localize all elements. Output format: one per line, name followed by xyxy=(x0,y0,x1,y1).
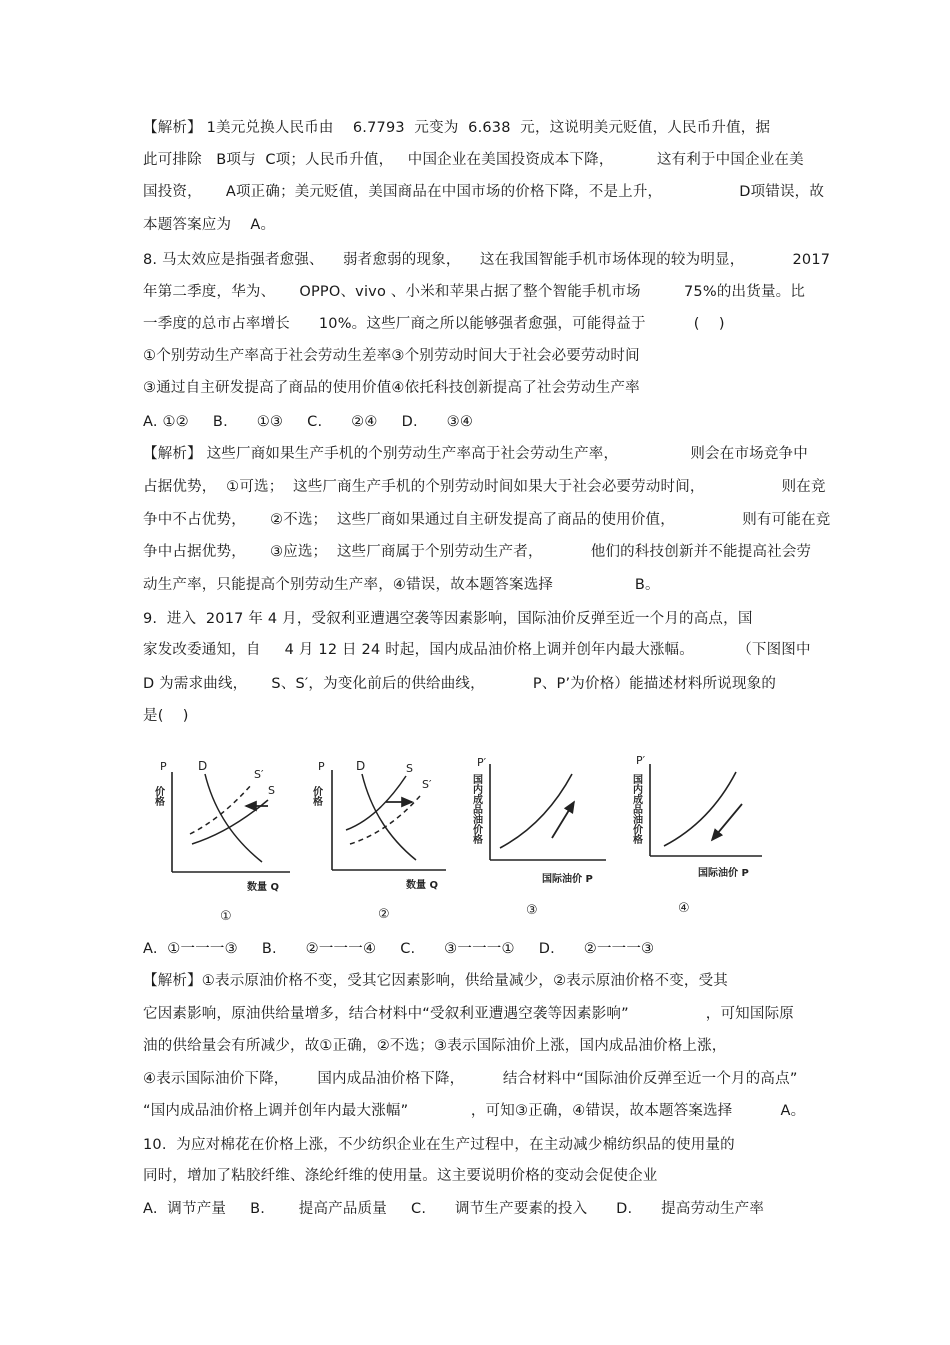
curve-s-prime-label: S′ xyxy=(422,778,432,791)
curve-s-label: S xyxy=(268,784,275,797)
question-9-options: A. ①一一一③ B. ②一一一④ C. ③一一一① D. ②一一一③ xyxy=(143,941,655,957)
question-10-options: A. 调节产量 B. 提高产品质量 C. 调节生产要素的投入 D. 提高劳动生产率 xyxy=(143,1201,765,1217)
curve-d-label: D xyxy=(198,759,208,773)
p-axis-label: P xyxy=(160,760,167,773)
x-axis-label: 国际油价 P xyxy=(698,868,749,879)
p-axis-label: P′ xyxy=(477,756,487,769)
text-line: “国内成品油价格上调并创年内最大涨幅” ，可知③正确，④错误，故本题答案选择 A。 xyxy=(143,1103,806,1119)
graph-3 xyxy=(471,756,607,918)
curve-s-prime-label: S′ xyxy=(254,768,264,781)
x-axis-label: 数量 Q xyxy=(406,880,438,891)
p-axis-label: P xyxy=(318,760,325,773)
graph-1 xyxy=(153,759,291,924)
question-8-stem: 8. 马太效应是指强者愈强、 弱者愈弱的现象， 这在我国智能手机市场体现的较为明显， 2017 xyxy=(143,252,831,268)
supply-curve-s xyxy=(346,776,406,830)
graph-4 xyxy=(631,754,763,916)
text-line: 同时，增加了粘胶纤维、涤纶纤维的使用量。这主要说明价格的变动会促使企业 xyxy=(143,1168,658,1184)
y-axis-label: 国内成品油价格 xyxy=(470,774,482,844)
question-9-stem: 9. 进入 2017 年 4 月，受叙利亚遭遇空袭等因素影响，国际油价反弹至近一个月的高点，国 xyxy=(143,611,753,627)
price-curve xyxy=(500,774,572,848)
text-line: ④表示国际油价下降， 国内成品油价格下降， 结合材料中“国际油价反弹至近一个月的高点” xyxy=(143,1071,798,1087)
curve-s-label: S xyxy=(406,762,413,775)
supply-curve-s-prime xyxy=(190,784,252,834)
text-line: ③通过自主研发提高了商品的使用价值④依托科技创新提高了社会劳动生产率 xyxy=(143,380,640,396)
text-line: 此可排除 B项与 C项；人民币升值， 中国企业在美国投资成本下降， 这有利于中国企业在美 xyxy=(143,152,804,168)
x-axis-label: 数量 Q xyxy=(247,882,279,893)
graph-2 xyxy=(311,759,447,922)
text-line: ①个别劳动生产率高于社会劳动生差率③个别劳动时间大于社会必要劳动时间 xyxy=(143,348,640,364)
graph-number: ① xyxy=(220,909,232,924)
text-line: 争中不占优势， ②不选； 这些厂商如果通过自主研发提高了商品的使用价值， 则有可能在竞 xyxy=(143,512,831,528)
question-8-options: A. ①② B. ①③ C. ②④ D. ③④ xyxy=(143,414,474,430)
text-line: 动生产率，只能提高个别劳动生产率，④错误，故本题答案选择 B。 xyxy=(143,577,660,593)
text-line: 【解析】 1美元兑换人民币由 6.7793 元变为 6.638 元，这说明美元贬值，人民币升值，据 xyxy=(143,120,771,136)
text-line: 一季度的总市占率增长 10%。这些厂商之所以能够强者愈强，可能得益于 ( ) xyxy=(143,316,725,332)
y-axis-label: 价格 xyxy=(310,786,322,806)
text-line: 家发改委通知，自 4 月 12 日 24 时起，国内成品油价格上调并创年内最大涨幅。 （下图图中 xyxy=(143,642,811,658)
text-line: 本题答案应为 A。 xyxy=(143,217,276,233)
rise-arrow xyxy=(552,802,574,838)
curve-d-label: D xyxy=(356,759,366,773)
graph-number: ③ xyxy=(526,903,538,918)
price-curve xyxy=(664,772,736,846)
graph-number: ② xyxy=(378,907,390,922)
y-axis-label: 国内成品油价格 xyxy=(630,774,642,844)
y-axis-label: 价格 xyxy=(152,786,164,806)
text-line: D 为需求曲线， S、S′，为变化前后的供给曲线， P、P’为价格）能描述材料所说现象的 xyxy=(143,676,777,692)
text-line: 占据优势， ①可选； 这些厂商生产手机的个别劳动时间如果大于社会必要劳动时间， 则在竞 xyxy=(143,479,826,495)
text-line: 【解析】 这些厂商如果生产手机的个别劳动生产率高于社会劳动生产率， 则会在市场竞争中 xyxy=(143,446,808,462)
text-line: 【解析】①表示原油价格不变，受其它因素影响，供给量减少，②表示原油价格不变，受其 xyxy=(143,973,728,989)
question-10-stem: 10. 为应对棉花在价格上涨，不少纺织企业在生产过程中，在主动减少棉纺织品的使用量的 xyxy=(143,1137,735,1153)
text-line: 争中占据优势， ③应选； 这些厂商属于个别劳动生产者， 他们的科技创新并不能提高社会劳 xyxy=(143,544,812,560)
fall-arrow xyxy=(712,804,742,840)
text-line: 年第二季度，华为、 OPPO、vivo 、小米和苹果占据了整个智能手机市场 75%的出货量。比 xyxy=(143,284,806,300)
demand-curve xyxy=(205,774,262,862)
graph-number: ④ xyxy=(678,901,690,916)
p-axis-label: P′ xyxy=(636,754,646,767)
text-line: 是( ) xyxy=(143,708,189,724)
x-axis-label: 国际油价 P xyxy=(542,874,593,885)
text-line: 油的供给量会有所减少，故①正确，②不选；③表示国际油价上涨，国内成品油价格上涨， xyxy=(143,1038,727,1054)
supply-demand-figure xyxy=(150,752,790,927)
text-line: 它因素影响，原油供给量增多，结合材料中“受叙利亚遭遇空袭等因素影响” ，可知国际原 xyxy=(143,1006,794,1022)
text-line: 国投资， A项正确；美元贬值，美国商品在中国市场的价格下降，不是上升， D项错误，故 xyxy=(143,184,825,200)
